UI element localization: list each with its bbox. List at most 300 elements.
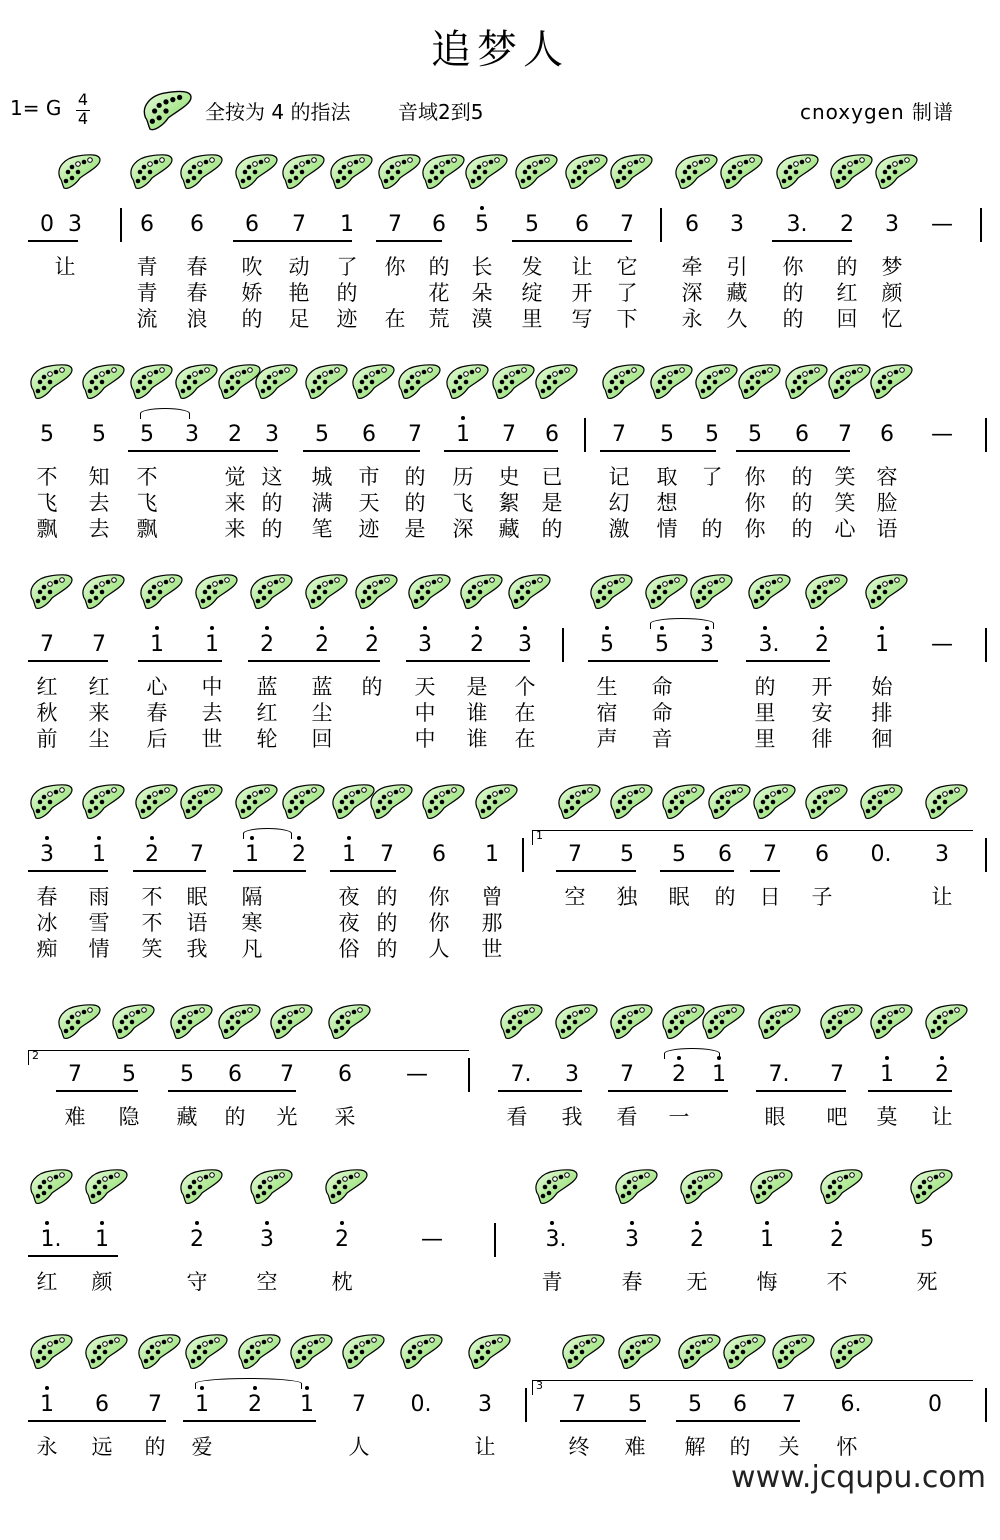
note-text: 7 bbox=[388, 212, 402, 237]
lyric-char: 的 bbox=[376, 885, 398, 909]
note-text: 6 bbox=[228, 1062, 242, 1087]
note-text: 7 bbox=[502, 422, 516, 447]
lyric-char: 红 bbox=[36, 1270, 58, 1294]
lyric-char: 的 bbox=[144, 1435, 166, 1459]
note-text: 7 bbox=[782, 1392, 796, 1417]
ocarina-fingering-icon bbox=[921, 1000, 969, 1044]
note-text: 2 bbox=[470, 632, 484, 657]
ocarina-fingering-icon bbox=[134, 1330, 182, 1374]
lyric-char: 吹 bbox=[241, 255, 263, 279]
lyric-char: 人 bbox=[428, 937, 450, 961]
note-text: 1 bbox=[92, 842, 106, 867]
ocarina-fingering-icon bbox=[351, 570, 399, 614]
note bbox=[36, 1227, 66, 1253]
note bbox=[656, 422, 678, 448]
lyric-char: 梦 bbox=[881, 255, 903, 279]
note bbox=[176, 1062, 198, 1088]
ocarina-fingering-icon bbox=[464, 1330, 512, 1374]
lyric-char: 的 bbox=[791, 465, 813, 489]
note-text: 6 bbox=[432, 842, 446, 867]
lyric-char: 人 bbox=[348, 1435, 370, 1459]
note bbox=[836, 212, 858, 238]
lyric-char: 红 bbox=[36, 675, 58, 699]
volta-bracket bbox=[28, 1050, 469, 1065]
high-octave-dot bbox=[45, 1221, 49, 1225]
note bbox=[348, 1392, 370, 1418]
note-text: 2 bbox=[815, 632, 829, 657]
note-text: 3 bbox=[565, 1062, 579, 1087]
note-text: 3 bbox=[68, 212, 82, 237]
ocarina-fingering-icon bbox=[698, 1000, 746, 1044]
lyric-char: 的 bbox=[791, 517, 813, 541]
lyric-char: 笑 bbox=[141, 937, 163, 961]
lyric-char: 你 bbox=[744, 517, 766, 541]
ocarina-fingering-icon bbox=[54, 150, 102, 194]
note-text: 3 bbox=[885, 212, 899, 237]
note bbox=[596, 632, 618, 658]
beam-underline bbox=[498, 1090, 582, 1092]
lyric-char: 安 bbox=[811, 701, 833, 725]
high-octave-dot bbox=[630, 1221, 634, 1225]
note-text: 2 bbox=[315, 632, 329, 657]
ocarina-fingering-icon bbox=[456, 570, 504, 614]
note-text: 1 bbox=[245, 842, 259, 867]
lyric-char: 朵 bbox=[471, 281, 493, 305]
lyric-char: 永 bbox=[36, 1435, 58, 1459]
lyric-char: 谁 bbox=[466, 701, 488, 725]
beam-underline bbox=[376, 240, 442, 242]
lyric-char: 眠 bbox=[668, 885, 690, 909]
lyric-char: 牵 bbox=[681, 255, 703, 279]
note bbox=[916, 1227, 938, 1253]
ocarina-fingering-icon bbox=[326, 150, 374, 194]
ocarina-fingering-icon bbox=[166, 1000, 214, 1044]
ocarina-fingering-icon bbox=[531, 1165, 579, 1209]
lyric-char: 满 bbox=[311, 491, 333, 515]
lyric-char: 幻 bbox=[608, 491, 630, 515]
note-text: 2 bbox=[190, 1227, 204, 1252]
lyric-char: 去 bbox=[88, 491, 110, 515]
ocarina-fingering-icon bbox=[176, 1165, 224, 1209]
note bbox=[146, 632, 168, 658]
ocarina-fingering-icon bbox=[824, 360, 872, 404]
note-text: 1 bbox=[875, 632, 889, 657]
beam-underline bbox=[600, 450, 716, 452]
lyric-char: 开 bbox=[571, 281, 593, 305]
beam-underline bbox=[660, 870, 734, 872]
beam-underline bbox=[233, 240, 352, 242]
lyric-char: 爱 bbox=[191, 1435, 213, 1459]
note-text: 7 bbox=[280, 1062, 294, 1087]
lyric-char: 采 bbox=[334, 1105, 356, 1129]
note-text: 0. bbox=[870, 842, 892, 867]
bar-line bbox=[985, 418, 987, 452]
note bbox=[729, 1392, 751, 1418]
note bbox=[36, 842, 58, 868]
high-octave-dot bbox=[480, 206, 484, 210]
lyric-char: 尘 bbox=[311, 701, 333, 725]
ocarina-fingering-icon bbox=[301, 360, 349, 404]
ocarina-fingering-icon bbox=[126, 150, 174, 194]
ocarina-fingering-icon bbox=[772, 150, 820, 194]
volta-bracket bbox=[532, 1380, 973, 1395]
beam-underline bbox=[772, 240, 852, 242]
lyric-char: 排 bbox=[871, 701, 893, 725]
note-text: 5 bbox=[525, 212, 539, 237]
lyric-char: 回 bbox=[836, 307, 858, 331]
ocarina-fingering-icon bbox=[78, 360, 126, 404]
note bbox=[88, 422, 110, 448]
lyric-char: 想 bbox=[656, 491, 678, 515]
lyric-char: 的 bbox=[376, 937, 398, 961]
ocarina-fingering-icon bbox=[816, 1000, 864, 1044]
note bbox=[616, 842, 638, 868]
lyric-char: 的 bbox=[791, 491, 813, 515]
bar-line bbox=[660, 208, 662, 242]
note bbox=[186, 1227, 208, 1253]
note-text: 1 bbox=[342, 842, 356, 867]
lyric-char: 的 bbox=[836, 255, 858, 279]
note bbox=[744, 422, 766, 448]
high-octave-dot bbox=[370, 626, 374, 630]
note-text: 3. bbox=[758, 632, 780, 657]
lyric-char: 已 bbox=[541, 465, 563, 489]
lyric-char: 红 bbox=[256, 701, 278, 725]
ocarina-fingering-icon bbox=[704, 780, 752, 824]
note bbox=[191, 1392, 213, 1418]
lyric-char: 前 bbox=[36, 727, 58, 751]
lyric-char: 情 bbox=[656, 517, 678, 541]
ocarina-fingering-icon bbox=[231, 150, 279, 194]
lyric-char: 里 bbox=[754, 701, 776, 725]
lyric-char: 在 bbox=[514, 701, 536, 725]
lyric-char: 下 bbox=[616, 307, 638, 331]
note bbox=[88, 632, 110, 658]
note-text: 5 bbox=[628, 1392, 642, 1417]
ocarina-fingering-icon bbox=[278, 150, 326, 194]
high-octave-dot bbox=[265, 1221, 269, 1225]
ocarina-fingering-icon bbox=[674, 1330, 722, 1374]
ocarina-fingering-icon bbox=[561, 150, 609, 194]
note-text: 3 bbox=[265, 422, 279, 447]
note bbox=[876, 422, 898, 448]
note-text: 7 bbox=[148, 1392, 162, 1417]
high-octave-dot bbox=[100, 1221, 104, 1225]
high-octave-dot bbox=[695, 1221, 699, 1225]
ocarina-fingering-icon bbox=[558, 1330, 606, 1374]
lyric-char: 深 bbox=[681, 281, 703, 305]
high-octave-dot bbox=[45, 1386, 49, 1390]
note bbox=[931, 842, 953, 868]
note-text: 5 bbox=[40, 422, 54, 447]
lyric-char: 它 bbox=[616, 255, 638, 279]
lyric-char: 青 bbox=[136, 255, 158, 279]
note bbox=[241, 212, 263, 238]
note bbox=[118, 1062, 140, 1088]
lyric-char: 后 bbox=[146, 727, 168, 751]
ocarina-fingering-icon bbox=[496, 1000, 544, 1044]
lyric-char: 史 bbox=[498, 465, 520, 489]
ocarina-fingering-icon bbox=[551, 1000, 599, 1044]
ocarina-fingering-icon bbox=[191, 570, 239, 614]
note bbox=[561, 1062, 583, 1088]
note-text: 7 bbox=[408, 422, 422, 447]
note-text: 0 bbox=[40, 212, 54, 237]
ocarina-fingering-icon bbox=[278, 780, 326, 824]
high-octave-dot bbox=[150, 836, 154, 840]
ocarina-fingering-icon bbox=[171, 360, 219, 404]
beam-underline bbox=[406, 660, 530, 662]
note bbox=[276, 1062, 298, 1088]
ocarina-legend-icon bbox=[136, 86, 196, 136]
note bbox=[311, 632, 333, 658]
fingering-row bbox=[0, 1330, 1000, 1378]
note-text: 3 bbox=[700, 632, 714, 657]
notation-row bbox=[0, 418, 1000, 458]
note bbox=[136, 212, 158, 238]
bar-line bbox=[562, 628, 564, 662]
beam-underline bbox=[168, 1090, 296, 1092]
note-text: 6 bbox=[190, 212, 204, 237]
lyric-char: 你 bbox=[428, 911, 450, 935]
lyric-char: 语 bbox=[186, 911, 208, 935]
lyric-line bbox=[0, 936, 1000, 962]
note bbox=[361, 632, 383, 658]
ocarina-fingering-icon bbox=[826, 1330, 874, 1374]
fingering-row bbox=[0, 1165, 1000, 1213]
ocarina-fingering-icon bbox=[719, 1330, 767, 1374]
lyric-char: 的 bbox=[714, 885, 736, 909]
ocarina-fingering-icon bbox=[214, 1000, 262, 1044]
note-text: 7. bbox=[768, 1062, 790, 1087]
ocarina-fingering-icon bbox=[301, 570, 349, 614]
ocarina-fingering-icon bbox=[504, 570, 552, 614]
beam-underline bbox=[303, 450, 420, 452]
time-signature-top: 4 bbox=[77, 90, 89, 109]
note-text: 1 bbox=[485, 842, 499, 867]
note bbox=[338, 842, 360, 868]
note-text: — bbox=[931, 422, 953, 447]
ocarina-fingering-icon bbox=[461, 150, 509, 194]
lyric-char: 中 bbox=[414, 701, 436, 725]
note bbox=[224, 422, 246, 448]
lyric-char: 那 bbox=[481, 911, 503, 935]
lyric-char: 来 bbox=[88, 701, 110, 725]
note-text: 5 bbox=[122, 1062, 136, 1087]
note-text: 2 bbox=[248, 1392, 262, 1417]
beam-underline bbox=[676, 1420, 800, 1422]
high-octave-dot bbox=[297, 836, 301, 840]
ocarina-fingering-icon bbox=[826, 150, 874, 194]
lyric-line bbox=[0, 516, 1000, 542]
tie-arc bbox=[650, 618, 714, 629]
ocarina-fingering-icon bbox=[606, 150, 654, 194]
note-text: 3 bbox=[478, 1392, 492, 1417]
lyric-char: 迹 bbox=[336, 307, 358, 331]
note bbox=[668, 1062, 690, 1088]
ocarina-fingering-icon bbox=[266, 1000, 314, 1044]
high-octave-dot bbox=[763, 626, 767, 630]
note bbox=[421, 1227, 443, 1253]
ocarina-fingering-icon bbox=[404, 570, 452, 614]
bar-line bbox=[120, 208, 122, 242]
ocarina-fingering-icon bbox=[54, 1000, 102, 1044]
lyric-char: 发 bbox=[521, 255, 543, 279]
note bbox=[686, 1227, 708, 1253]
ocarina-fingering-icon bbox=[81, 1330, 129, 1374]
lyric-char: 让 bbox=[931, 1105, 953, 1129]
note-text: 2 bbox=[672, 1062, 686, 1087]
note bbox=[811, 632, 833, 658]
beam-underline bbox=[248, 660, 380, 662]
note-text: 5 bbox=[672, 842, 686, 867]
ocarina-fingering-icon bbox=[471, 780, 519, 824]
high-octave-dot bbox=[423, 626, 427, 630]
high-octave-dot bbox=[605, 626, 609, 630]
note-text: 6 bbox=[575, 212, 589, 237]
lyric-char: 春 bbox=[146, 701, 168, 725]
lyric-char: 浪 bbox=[186, 307, 208, 331]
ocarina-fingering-icon bbox=[614, 1330, 662, 1374]
lyric-char: 尘 bbox=[88, 727, 110, 751]
author-credit: cnoxygen 制谱 bbox=[800, 100, 954, 124]
lyric-char: 知 bbox=[88, 465, 110, 489]
high-octave-dot bbox=[45, 836, 49, 840]
high-octave-dot bbox=[265, 626, 269, 630]
lyric-char: 来 bbox=[224, 491, 246, 515]
lyric-char: 是 bbox=[404, 517, 426, 541]
note-text: 7 bbox=[830, 1062, 844, 1087]
lyric-char: 的 bbox=[729, 1435, 751, 1459]
note bbox=[651, 632, 673, 658]
note bbox=[754, 632, 784, 658]
lyric-char: 流 bbox=[136, 307, 158, 331]
note bbox=[244, 1392, 266, 1418]
note-text: 1 bbox=[95, 1227, 109, 1252]
lyric-char: 笔 bbox=[311, 517, 333, 541]
notation-row bbox=[0, 1379, 1000, 1428]
note-text: 5 bbox=[315, 422, 329, 447]
lyric-char: 红 bbox=[88, 675, 110, 699]
lyric-char: 让 bbox=[54, 255, 76, 279]
lyric-char: 中 bbox=[414, 727, 436, 751]
beam-underline bbox=[560, 1420, 646, 1422]
ocarina-fingering-icon bbox=[734, 360, 782, 404]
lyric-char: 命 bbox=[651, 675, 673, 699]
bar-line bbox=[494, 1223, 496, 1257]
note-text: 6. bbox=[840, 1392, 862, 1417]
note bbox=[474, 1392, 496, 1418]
lyric-char: 悔 bbox=[756, 1270, 778, 1294]
lyric-char: 远 bbox=[91, 1435, 113, 1459]
note bbox=[334, 1062, 356, 1088]
note bbox=[91, 1392, 113, 1418]
ocarina-fingering-icon bbox=[131, 780, 179, 824]
note bbox=[621, 1227, 643, 1253]
note bbox=[261, 422, 283, 448]
lyric-line bbox=[0, 1269, 1000, 1295]
note-text: 7 bbox=[620, 1062, 634, 1087]
beam-underline bbox=[28, 660, 108, 662]
lyric-char: 生 bbox=[596, 675, 618, 699]
note bbox=[568, 1392, 590, 1418]
lyric-char: 心 bbox=[146, 675, 168, 699]
lyric-char: 秋 bbox=[36, 701, 58, 725]
note-text: 5 bbox=[705, 422, 719, 447]
lyric-char: 青 bbox=[541, 1270, 563, 1294]
ocarina-fingering-icon bbox=[781, 360, 829, 404]
lyric-char: 雪 bbox=[88, 911, 110, 935]
lyric-char: 颜 bbox=[881, 281, 903, 305]
lyric-char: 历 bbox=[452, 465, 474, 489]
note-text: 3 bbox=[518, 632, 532, 657]
lyric-char: 徘 bbox=[811, 727, 833, 751]
lyric-char: 永 bbox=[681, 307, 703, 331]
note bbox=[481, 842, 503, 868]
lyric-char: 笑 bbox=[834, 465, 856, 489]
lyric-line bbox=[0, 884, 1000, 910]
note-text: 1 bbox=[340, 212, 354, 237]
lyric-char: 在 bbox=[384, 307, 406, 331]
lyric-char: 的 bbox=[541, 517, 563, 541]
lyric-char: 里 bbox=[754, 727, 776, 751]
note bbox=[404, 422, 426, 448]
note bbox=[521, 212, 543, 238]
lyric-line bbox=[0, 674, 1000, 700]
lyric-char: 春 bbox=[36, 885, 58, 909]
beam-underline bbox=[138, 660, 222, 662]
lyric-line bbox=[0, 700, 1000, 726]
score-section bbox=[0, 1330, 1000, 1540]
note-text: 7. bbox=[510, 1062, 532, 1087]
lyric-char: 不 bbox=[136, 465, 158, 489]
note-text: 1 bbox=[760, 1227, 774, 1252]
lyric-char: 冰 bbox=[36, 911, 58, 935]
lyric-char: 空 bbox=[564, 885, 586, 909]
lyric-char: 凡 bbox=[241, 937, 263, 961]
high-octave-dot bbox=[765, 1221, 769, 1225]
lyric-char: 无 bbox=[686, 1270, 708, 1294]
lyric-char: 藏 bbox=[176, 1105, 198, 1129]
ocarina-fingering-icon bbox=[754, 1000, 802, 1044]
note-text: 2 bbox=[935, 1062, 949, 1087]
note bbox=[514, 632, 536, 658]
note bbox=[466, 632, 488, 658]
lyric-char: 关 bbox=[778, 1435, 800, 1459]
lyric-char: 飞 bbox=[136, 491, 158, 515]
note-text: 5 bbox=[655, 632, 669, 657]
note bbox=[836, 1392, 866, 1418]
volta-bracket bbox=[532, 830, 973, 845]
lyric-char: 脸 bbox=[876, 491, 898, 515]
ocarina-fingering-icon bbox=[676, 1165, 724, 1209]
lyric-char: 这 bbox=[261, 465, 283, 489]
note-text: 1 bbox=[40, 1392, 54, 1417]
lyric-char: 开 bbox=[811, 675, 833, 699]
note-text: 7 bbox=[352, 1392, 366, 1417]
note bbox=[36, 1392, 58, 1418]
lyric-char: 艳 bbox=[288, 281, 310, 305]
score-section bbox=[0, 360, 1000, 570]
lyric-line bbox=[0, 254, 1000, 280]
lyric-char: 久 bbox=[726, 307, 748, 331]
note-text: 1 bbox=[300, 1392, 314, 1417]
note bbox=[336, 212, 358, 238]
lyric-char: 的 bbox=[336, 281, 358, 305]
note bbox=[136, 422, 158, 448]
lyric-char: 隔 bbox=[241, 885, 263, 909]
bar-line bbox=[522, 838, 524, 872]
